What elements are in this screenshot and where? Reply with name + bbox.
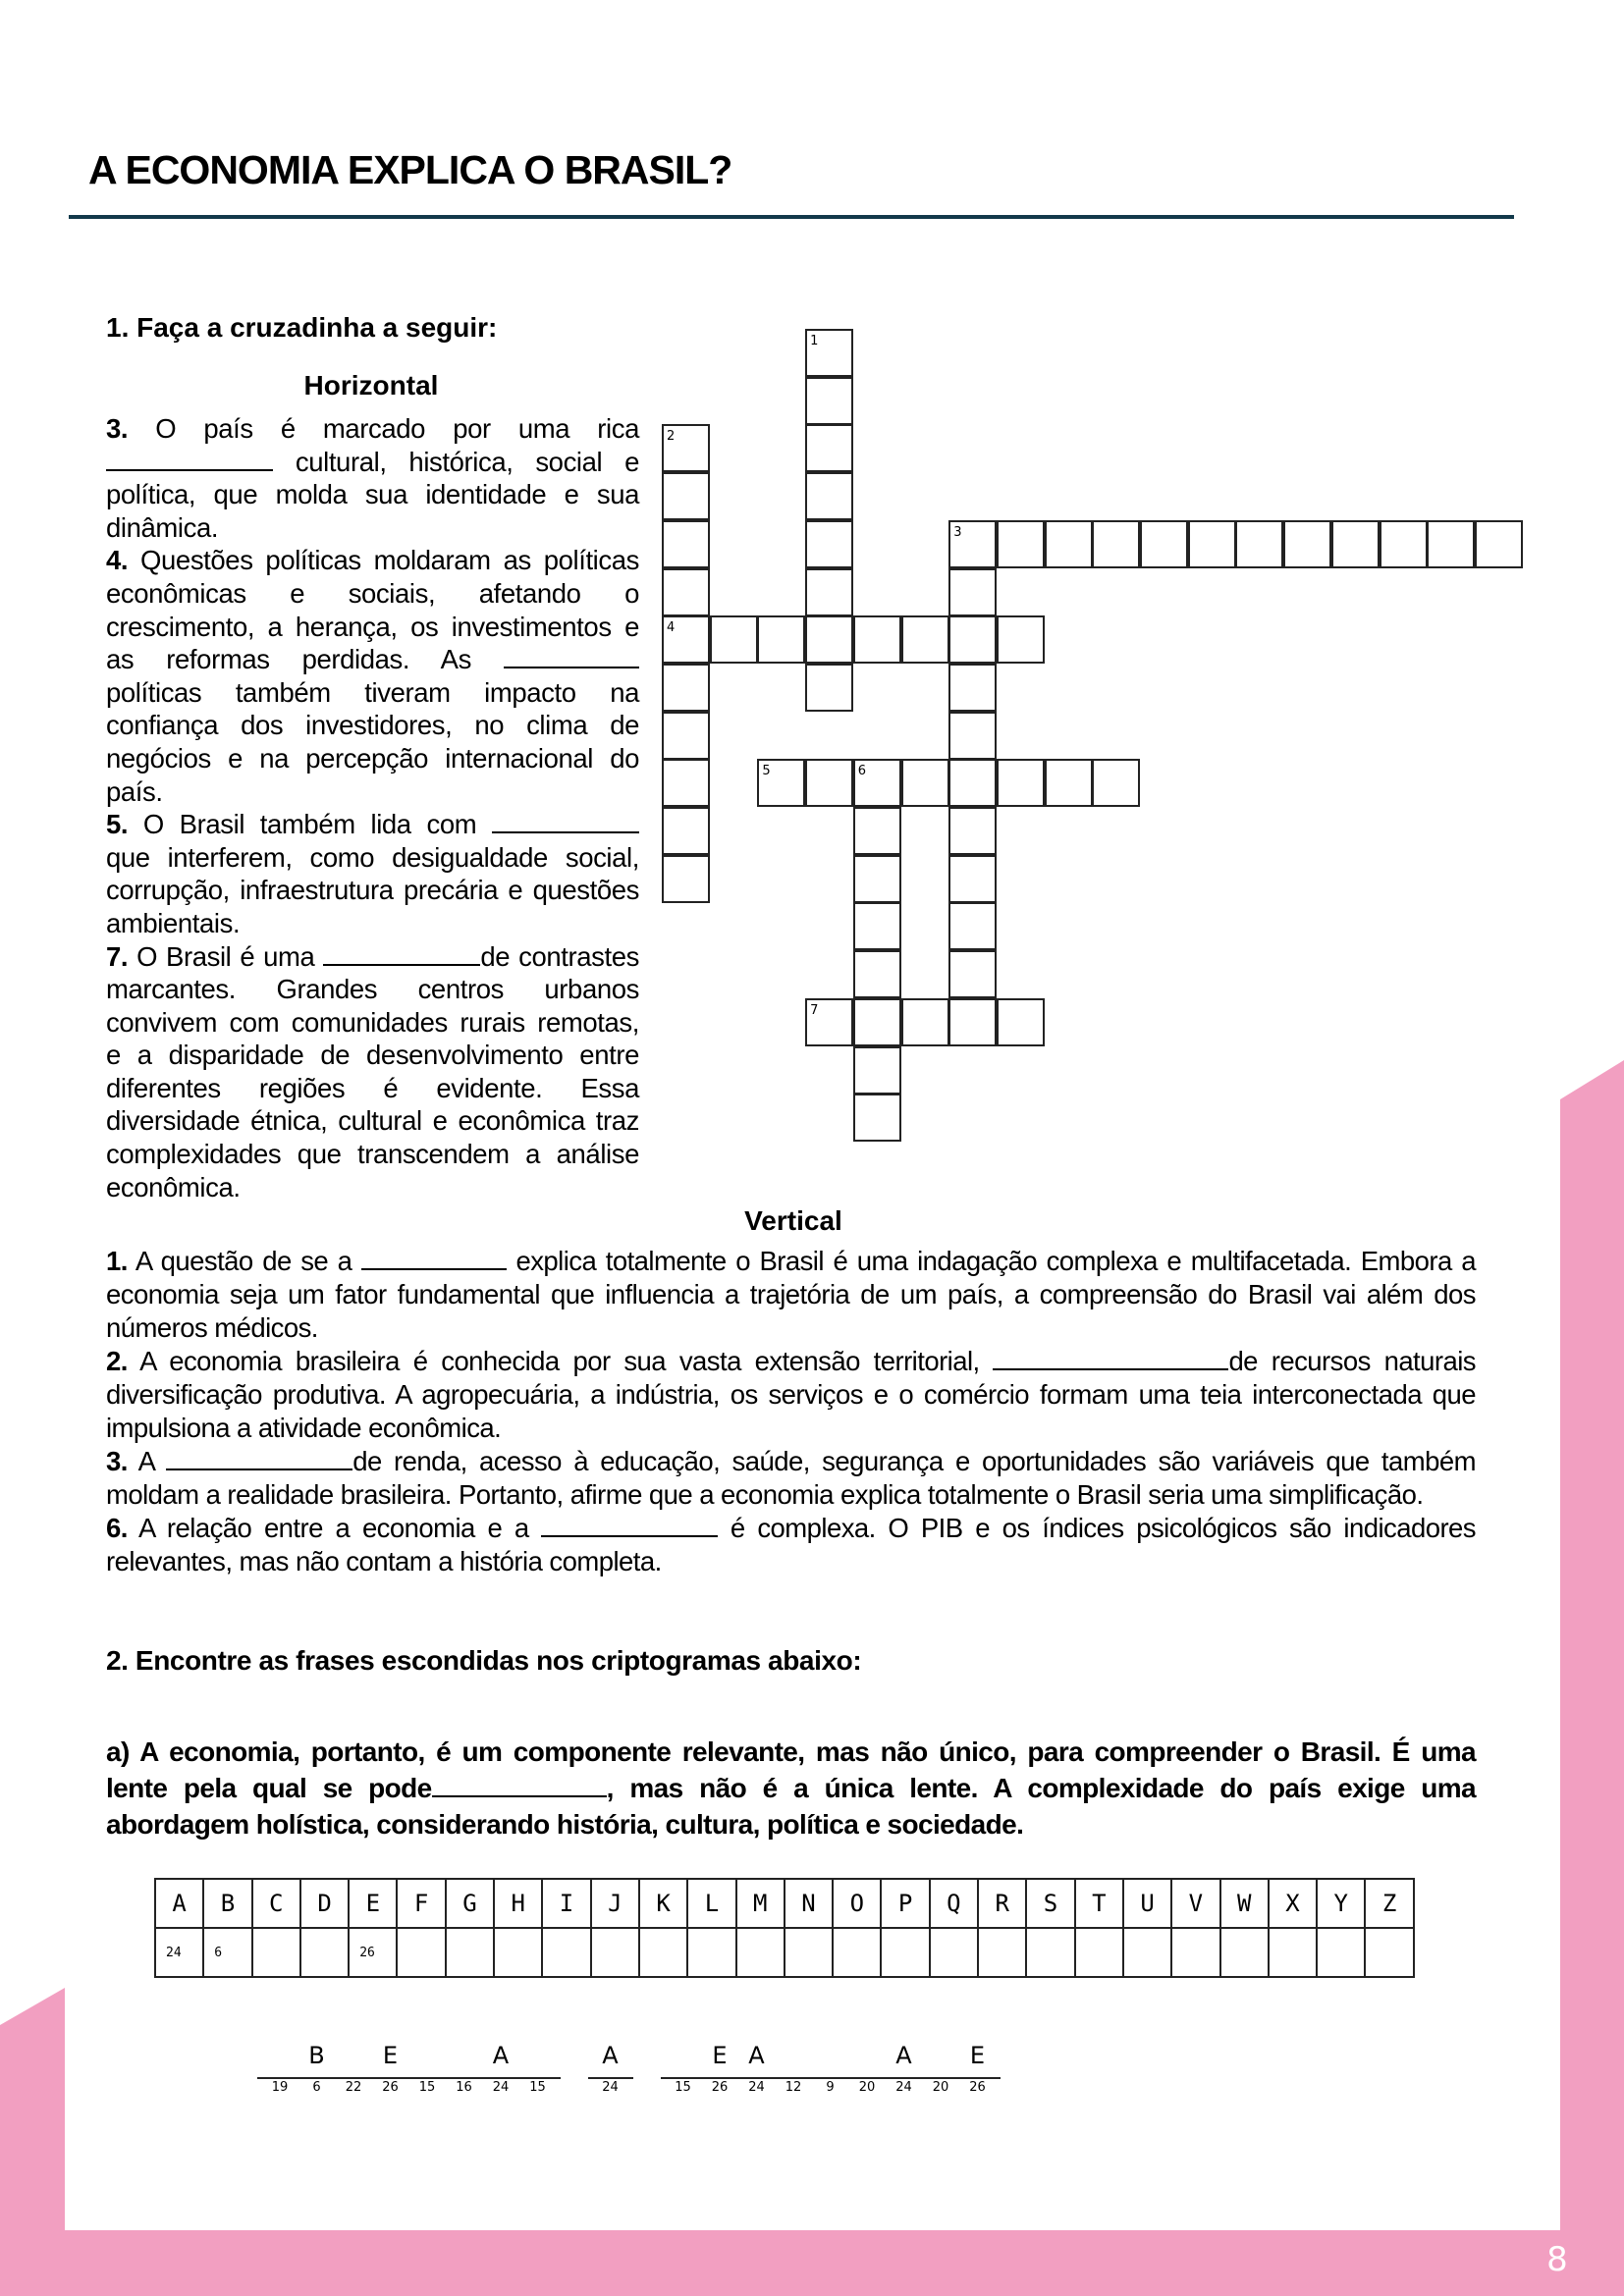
crossword-cell[interactable] (1283, 520, 1331, 568)
crossword-cell[interactable] (1475, 520, 1523, 568)
cipher-codes-row (155, 1928, 1414, 1977)
clue-across-5: 5. O Brasil também lida com que interferem, como desigualdade social, corrupção, infraestrutura precária e questões ambientais. (106, 809, 639, 938)
cipher-answer-letter: A (492, 2042, 510, 2069)
cipher-letter-cell: H (494, 1879, 542, 1928)
crossword-cell[interactable] (805, 568, 853, 616)
cipher-code-cell[interactable] (494, 1928, 542, 1977)
crossword-cell[interactable] (805, 520, 853, 568)
crossword-cell[interactable] (805, 424, 853, 472)
question-2a-text: a) A economia, portanto, é um componente relevante, mas não único, para compreender o Brasil. É uma lente pela qual se pode , mas não é a única lente. A complexidade do país exige uma abordagem holística, considerando história, cultura, política e sociedade. (106, 1736, 1476, 1840)
crossword-cell[interactable] (662, 855, 710, 903)
cipher-code-cell[interactable] (1171, 1928, 1219, 1977)
cipher-answer-letter: E (969, 2042, 986, 2069)
cipher-answer-line (955, 2077, 1001, 2079)
cipher-code-cell[interactable] (639, 1928, 687, 1977)
cipher-answer-code: 15 (418, 2080, 436, 2095)
answer-blank[interactable] (492, 810, 639, 833)
crossword-cell[interactable] (805, 329, 853, 377)
crossword-cell[interactable] (757, 615, 805, 664)
clue-across-4: 4. Questões políticas moldaram as políticas econômicas e sociais, afetando o crescimento, a herança, os investimentos e as reformas perdidas. As políticas também tiveram impacto na confiança dos investidores, no clima de negócios e na percepção internacional do país. (106, 545, 639, 807)
crossword-cell[interactable] (757, 759, 805, 807)
cipher-answer-code: 26 (969, 2080, 986, 2095)
cipher-code-cell[interactable]: 26 (349, 1928, 397, 1977)
crossword-cell[interactable] (948, 712, 997, 760)
cipher-letter-cell: S (1026, 1879, 1074, 1928)
cipher-answer-code: 22 (345, 2080, 362, 2095)
crossword-cell[interactable] (1045, 759, 1093, 807)
crossword-cell[interactable] (1045, 520, 1093, 568)
cipher-letter-cell: N (785, 1879, 833, 1928)
cipher-letter-cell: V (1171, 1879, 1219, 1928)
crossword-cell[interactable] (805, 759, 853, 807)
crossword-cell[interactable] (662, 568, 710, 616)
question-1-heading: 1. Faça a cruzadinha a seguir: (106, 312, 498, 343)
cipher-answer-letter: A (748, 2042, 765, 2069)
clue-down-6: 6. A relação entre a economia e a é complexa. O PIB e os índices psicológicos são indicadores relevantes, mas não contam a história completa. (106, 1513, 1477, 1576)
vertical-heading: Vertical (744, 1205, 842, 1236)
crossword-clue-number: 7 (810, 1002, 819, 1018)
crossword-cell[interactable] (948, 664, 997, 712)
answer-blank[interactable] (504, 645, 639, 668)
answer-blank[interactable] (541, 1514, 718, 1537)
cipher-letter-cell: O (833, 1879, 881, 1928)
crossword-cell[interactable] (1188, 520, 1236, 568)
crossword-cell[interactable] (805, 664, 853, 712)
crossword-cell[interactable] (1380, 520, 1428, 568)
crossword-cell[interactable] (853, 950, 901, 998)
cipher-code-cell[interactable] (591, 1928, 639, 1977)
cipher-code-cell[interactable]: 24 (155, 1928, 203, 1977)
cipher-letter-cell: U (1123, 1879, 1171, 1928)
crossword-cell[interactable] (662, 615, 710, 664)
cipher-code-cell[interactable] (542, 1928, 590, 1977)
cipher-letter-cell: J (591, 1879, 639, 1928)
cipher-code-cell[interactable] (1365, 1928, 1413, 1977)
crossword-cell[interactable] (1140, 520, 1188, 568)
crossword-clue-number: 3 (953, 524, 962, 540)
cipher-letter-cell: T (1075, 1879, 1123, 1928)
cipher-answer-code: 24 (895, 2080, 912, 2095)
crossword-cell[interactable] (853, 1046, 901, 1095)
answer-blank[interactable] (323, 942, 480, 966)
crossword-cell[interactable] (805, 377, 853, 425)
clue-across-3: 3. O país é marcado por uma rica cultural, histórica, social e política, que molda sua identidade e sua dinâmica. (106, 413, 639, 543)
cipher-letter-cell: E (349, 1879, 397, 1928)
answer-blank[interactable] (993, 1347, 1228, 1370)
cipher-code-cell[interactable] (978, 1928, 1026, 1977)
crossword-cell[interactable] (948, 520, 997, 568)
cipher-code-cell[interactable] (881, 1928, 929, 1977)
clue-down-2: 2. A economia brasileira é conhecida por sua vasta extensão territorial, de recursos naturais diversificação produtiva. A agropecuária, a indústria, os serviços e o comércio formam uma teia interconectada que impulsiona a atividade econômica. (106, 1346, 1477, 1443)
cipher-answer-letter: A (895, 2042, 912, 2069)
crossword-cell[interactable] (948, 855, 997, 903)
crossword-clue-number: 5 (762, 764, 771, 779)
crossword-cell[interactable] (948, 902, 997, 950)
cipher-answer-code: 24 (748, 2080, 765, 2095)
cipher-letter-cell: P (881, 1879, 929, 1928)
cipher-code-cell[interactable] (300, 1928, 349, 1977)
cipher-answer-code: 20 (858, 2080, 876, 2095)
cipher-letter-cell: L (687, 1879, 735, 1928)
crossword-cell[interactable] (1331, 520, 1380, 568)
cipher-letter-cell: X (1269, 1879, 1317, 1928)
cipher-code-cell[interactable] (1220, 1928, 1269, 1977)
cipher-letter-cell: R (978, 1879, 1026, 1928)
crossword-cell[interactable] (662, 424, 710, 472)
cipher-answer-slot[interactable] (955, 2042, 1001, 2101)
clue-down-1: 1. A questão de se a explica totalmente o Brasil é uma indagação complexa e multifacetada. Embora a economia seja um fator fundamental que influencia a trajetória de um país, a compreensão do Brasil vai além dos números médicos. (106, 1246, 1476, 1343)
cipher-code-cell[interactable]: 6 (203, 1928, 251, 1977)
cipher-letter-cell: A (155, 1879, 203, 1928)
crossword-cell[interactable] (901, 615, 949, 664)
crossword-cell[interactable] (662, 664, 710, 712)
cipher-answer-code: 15 (529, 2080, 546, 2095)
cipher-code-cell[interactable] (687, 1928, 735, 1977)
crossword-cell[interactable] (853, 902, 901, 950)
crossword-clue-number: 1 (810, 334, 819, 348)
crossword-cell[interactable] (901, 759, 949, 807)
crossword-cell[interactable] (1092, 520, 1140, 568)
crossword-cell[interactable] (853, 807, 901, 855)
crossword-cell[interactable] (1235, 520, 1283, 568)
clue-down-3: 3. A de renda, acesso à educação, saúde, segurança e oportunidades são variáveis que também moldam a realidade brasileira. Portanto, afirme que a economia explica totalmente o Brasil seria uma simplificação. (106, 1446, 1476, 1510)
crossword-cell[interactable] (997, 759, 1045, 807)
crossword-cell[interactable] (710, 615, 758, 664)
cipher-answer-code: 9 (826, 2080, 835, 2095)
crossword-cell[interactable] (997, 998, 1045, 1046)
cipher-code-cell[interactable] (446, 1928, 494, 1977)
cipher-answer-code: 15 (675, 2080, 691, 2095)
cipher-answer-code: 20 (932, 2080, 949, 2095)
crossword-cell[interactable] (662, 520, 710, 568)
clue-across-7: 7. O Brasil é uma de contrastes marcantes. Grandes centros urbanos convivem com comunidades rurais remotas, e a disparidade de desenvolvimento entre diferentes regiões é evidente. Essa diversidade étnica, cultural e econômica traz complexidades que transcendem a análise econômica. (106, 940, 639, 1202)
crossword-cell[interactable] (662, 712, 710, 760)
cipher-letter-cell: I (542, 1879, 590, 1928)
cipher-code-cell[interactable] (1075, 1928, 1123, 1977)
crossword-cell[interactable] (805, 615, 853, 664)
cipher-code-cell[interactable] (252, 1928, 300, 1977)
cipher-code-cell[interactable] (397, 1928, 445, 1977)
crossword-cell[interactable] (948, 998, 997, 1046)
crossword-cell[interactable] (853, 855, 901, 903)
cipher-answer-code: 6 (312, 2080, 321, 2095)
cipher-code-cell[interactable] (1123, 1928, 1171, 1977)
crossword-cell[interactable] (901, 998, 949, 1046)
cipher-code-cell[interactable] (1317, 1928, 1365, 1977)
crossword-cell[interactable] (662, 807, 710, 855)
cipher-answer-line (515, 2077, 561, 2079)
cipher-answer-letter: A (602, 2042, 619, 2069)
cipher-answer-code: 24 (492, 2080, 510, 2095)
crossword-cell[interactable] (853, 759, 901, 807)
cipher-code-cell[interactable] (833, 1928, 881, 1977)
vertical-clues (106, 1245, 1476, 1578)
cipher-letters-row (155, 1879, 1414, 1928)
crossword-cell[interactable] (948, 759, 997, 807)
crossword-cell[interactable] (997, 615, 1045, 664)
crossword-cell[interactable] (1092, 759, 1140, 807)
crossword-clue-number: 2 (667, 429, 676, 445)
cipher-answer-code: 19 (271, 2080, 289, 2095)
cipher-answer-letter: E (382, 2042, 399, 2069)
cipher-answer-line (588, 2077, 633, 2079)
cipher-key-table (154, 1878, 1415, 1978)
cipher-code-cell[interactable] (930, 1928, 978, 1977)
cipher-answer-slot[interactable] (515, 2042, 561, 2101)
cipher-code-cell[interactable] (1269, 1928, 1317, 1977)
page-title: A ECONOMIA EXPLICA O BRASIL? (88, 147, 732, 192)
cipher-answer-code: 26 (382, 2080, 399, 2095)
crossword-cell[interactable] (853, 615, 901, 664)
cipher-letter-cell: B (203, 1879, 251, 1928)
crossword-clue-number: 4 (667, 620, 676, 636)
answer-blank[interactable] (432, 1774, 607, 1797)
cipher-letter-cell: W (1220, 1879, 1269, 1928)
crossword-cell[interactable] (853, 1094, 901, 1142)
cipher-answer-code: 26 (711, 2080, 729, 2095)
horizontal-clues (106, 412, 639, 1203)
cipher-letter-cell: M (736, 1879, 785, 1928)
crossword-cell[interactable] (948, 568, 997, 616)
cipher-code-cell[interactable] (1026, 1928, 1074, 1977)
answer-blank[interactable] (166, 1447, 352, 1470)
cipher-code-cell[interactable] (736, 1928, 785, 1977)
cipher-answer-slot[interactable] (588, 2042, 633, 2101)
decorative-pink-band-right (1560, 1060, 1624, 2296)
crossword-cell[interactable] (997, 520, 1045, 568)
crossword-cell[interactable] (662, 759, 710, 807)
cipher-answer-code: 24 (602, 2080, 619, 2095)
cipher-answer-letter: E (712, 2042, 728, 2069)
crossword-cell[interactable] (948, 807, 997, 855)
cipher-letter-cell: D (300, 1879, 349, 1928)
crossword-cell[interactable] (853, 998, 901, 1046)
page-number: 8 (1546, 2240, 1568, 2279)
crossword-clue-number: 6 (857, 764, 867, 779)
cipher-letter-cell: Z (1365, 1879, 1413, 1928)
crossword-cell[interactable] (948, 950, 997, 998)
cipher-answer-code: 16 (456, 2080, 472, 2095)
crossword-cell[interactable] (662, 472, 710, 520)
cipher-code-cell[interactable] (785, 1928, 833, 1977)
horizontal-heading: Horizontal (303, 370, 439, 400)
answer-blank[interactable] (106, 448, 273, 471)
crossword-cell[interactable] (805, 998, 853, 1046)
cipher-answer-code: 12 (785, 2080, 802, 2095)
cipher-letter-cell: Q (930, 1879, 978, 1928)
cipher-letter-cell: C (252, 1879, 300, 1928)
question-2-heading: 2. Encontre as frases escondidas nos criptogramas abaixo: (106, 1645, 862, 1676)
cipher-answer-letter: B (308, 2042, 325, 2069)
decorative-pink-band-bottom (0, 2230, 1624, 2296)
cipher-letter-cell: F (397, 1879, 445, 1928)
cipher-letter-cell: Y (1317, 1879, 1365, 1928)
cipher-letter-cell: G (446, 1879, 494, 1928)
crossword-cell[interactable] (1427, 520, 1475, 568)
crossword-cell[interactable] (948, 615, 997, 664)
answer-blank[interactable] (361, 1247, 507, 1270)
title-divider (69, 215, 1514, 219)
cipher-letter-cell: K (639, 1879, 687, 1928)
crossword-cell[interactable] (805, 472, 853, 520)
